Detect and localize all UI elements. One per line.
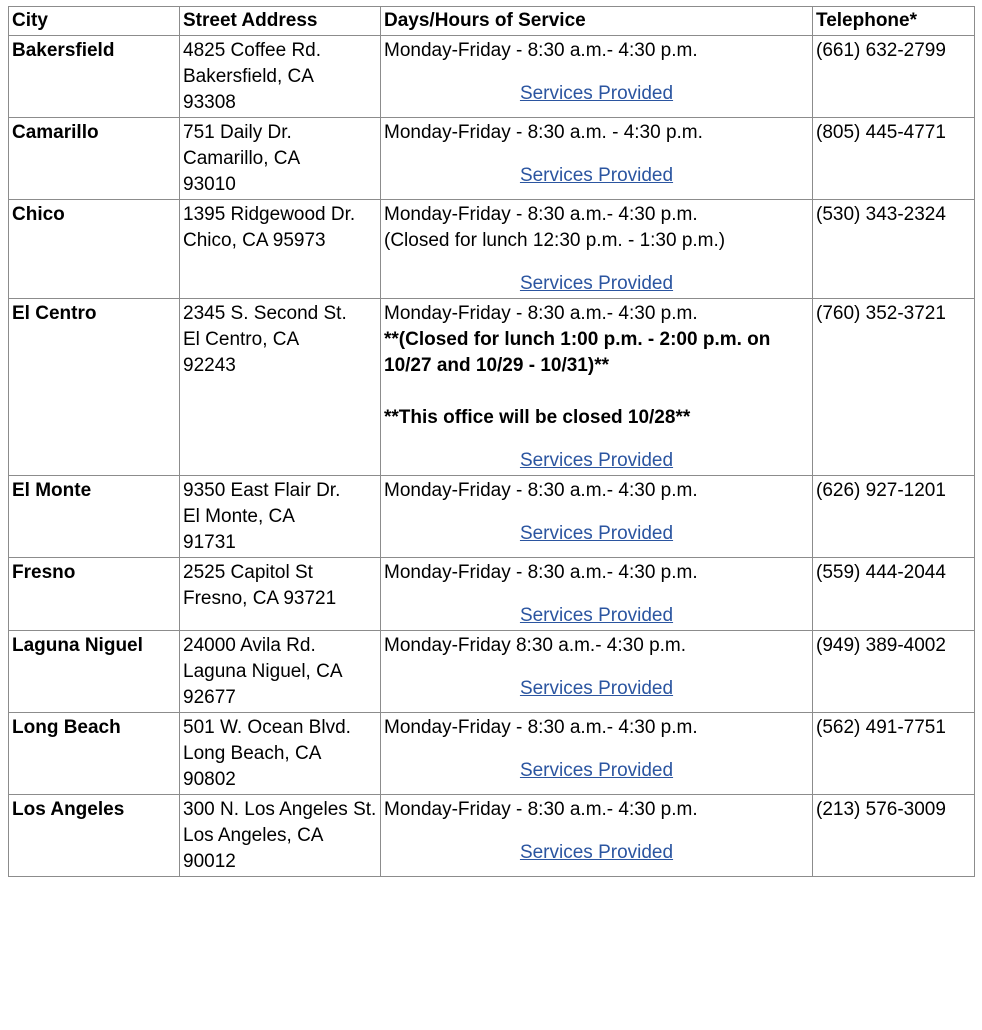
- office-telephone: (562) 491-7751: [813, 713, 975, 795]
- hours-text: Monday-Friday 8:30 a.m.- 4:30 p.m.: [384, 635, 687, 656]
- address-line: 93308: [183, 92, 236, 113]
- office-telephone: (949) 389-4002: [813, 631, 975, 713]
- table-row: [9, 299, 975, 476]
- office-city: Long Beach: [9, 713, 180, 795]
- hours-text: Monday-Friday - 8:30 a.m.- 4:30 p.m.: [384, 204, 698, 225]
- office-telephone: (760) 352-3721: [813, 299, 975, 476]
- address-line: El Centro, CA: [183, 329, 300, 350]
- office-address: [180, 558, 381, 631]
- address-line: 92677: [183, 687, 236, 708]
- office-address: [180, 476, 381, 558]
- address-line: 2525 Capitol St: [183, 562, 313, 583]
- hours-text: Monday-Friday - 8:30 a.m.- 4:30 p.m.: [384, 480, 698, 501]
- address-line: Chico, CA 95973: [183, 230, 326, 251]
- address-line: 91731: [183, 532, 236, 553]
- address-line: Los Angeles, CA: [183, 825, 324, 846]
- office-hours: [381, 631, 813, 713]
- office-table: [8, 6, 975, 877]
- office-city: El Monte: [9, 476, 180, 558]
- table-row: [9, 476, 975, 558]
- address-line: 4825 Coffee Rd.: [183, 40, 322, 61]
- services-provided-link[interactable]: Services Provided: [519, 678, 674, 699]
- note-spacer: [384, 379, 809, 405]
- hours-extra-text: (Closed for lunch 12:30 p.m. - 1:30 p.m.): [384, 230, 726, 251]
- services-provided-link[interactable]: Services Provided: [519, 605, 674, 626]
- services-provided-link[interactable]: Services Provided: [519, 83, 674, 104]
- address-line: 90012: [183, 851, 236, 872]
- address-line: 92243: [183, 355, 236, 376]
- address-line: 751 Daily Dr.: [183, 122, 292, 143]
- address-line: 9350 East Flair Dr.: [183, 480, 341, 501]
- services-provided-link[interactable]: Services Provided: [519, 842, 674, 863]
- address-line: 501 W. Ocean Blvd.: [183, 717, 351, 738]
- office-address: [180, 795, 381, 877]
- address-line: 93010: [183, 174, 236, 195]
- office-telephone: (530) 343-2324: [813, 200, 975, 299]
- hours-text: Monday-Friday - 8:30 a.m.- 4:30 p.m.: [384, 40, 698, 61]
- header-row: [9, 7, 975, 36]
- office-hours: [381, 558, 813, 631]
- address-line: 24000 Avila Rd.: [183, 635, 316, 656]
- services-provided-link[interactable]: Services Provided: [519, 523, 674, 544]
- office-address: [180, 118, 381, 200]
- office-hours: [381, 713, 813, 795]
- office-hours: [381, 200, 813, 299]
- table-row: [9, 795, 975, 877]
- office-hours: [381, 476, 813, 558]
- office-hours: [381, 118, 813, 200]
- office-telephone: (559) 444-2044: [813, 558, 975, 631]
- address-line: El Monte, CA: [183, 506, 295, 527]
- closure-note: **(Closed for lunch 1:00 p.m. - 2:00 p.m. on 10/27 and 10/29 - 10/31)**: [384, 329, 771, 376]
- address-line: Fresno, CA 93721: [183, 588, 337, 609]
- hours-text: Monday-Friday - 8:30 a.m.- 4:30 p.m.: [384, 562, 698, 583]
- services-provided-link[interactable]: Services Provided: [519, 760, 674, 781]
- table-row: [9, 631, 975, 713]
- office-city: Los Angeles: [9, 795, 180, 877]
- services-provided-link[interactable]: Services Provided: [519, 450, 674, 471]
- office-city: Camarillo: [9, 118, 180, 200]
- office-city: Chico: [9, 200, 180, 299]
- office-address: [180, 631, 381, 713]
- table-row: [9, 36, 975, 118]
- services-provided-link[interactable]: Services Provided: [519, 165, 674, 186]
- office-city: Laguna Niguel: [9, 631, 180, 713]
- table-row: [9, 200, 975, 299]
- header-address: Street Address: [180, 7, 381, 36]
- hours-text: Monday-Friday - 8:30 a.m.- 4:30 p.m.: [384, 303, 698, 324]
- address-line: Camarillo, CA: [183, 148, 301, 169]
- office-address: [180, 36, 381, 118]
- table-row: [9, 118, 975, 200]
- address-line: 300 N. Los Angeles St.: [183, 799, 377, 820]
- office-city: El Centro: [9, 299, 180, 476]
- office-rows: [9, 36, 975, 877]
- office-telephone: (661) 632-2799: [813, 36, 975, 118]
- address-line: Laguna Niguel, CA: [183, 661, 343, 682]
- table-row: [9, 713, 975, 795]
- header-city: City: [9, 7, 180, 36]
- office-address: [180, 200, 381, 299]
- address-line: 1395 Ridgewood Dr.: [183, 204, 356, 225]
- office-address: [180, 299, 381, 476]
- address-line: 90802: [183, 769, 236, 790]
- closure-note: **This office will be closed 10/28**: [384, 407, 691, 428]
- office-address: [180, 713, 381, 795]
- address-line: Long Beach, CA: [183, 743, 322, 764]
- services-provided-link[interactable]: Services Provided: [519, 273, 674, 294]
- office-telephone: (213) 576-3009: [813, 795, 975, 877]
- office-city: Fresno: [9, 558, 180, 631]
- office-city: Bakersfield: [9, 36, 180, 118]
- hours-text: Monday-Friday - 8:30 a.m. - 4:30 p.m.: [384, 122, 703, 143]
- header-hours: Days/Hours of Service: [381, 7, 813, 36]
- hours-text: Monday-Friday - 8:30 a.m.- 4:30 p.m.: [384, 799, 698, 820]
- table-row: [9, 558, 975, 631]
- office-hours: [381, 36, 813, 118]
- address-line: 2345 S. Second St.: [183, 303, 347, 324]
- office-telephone: (805) 445-4771: [813, 118, 975, 200]
- office-hours: [381, 299, 813, 476]
- header-telephone: Telephone*: [813, 7, 975, 36]
- hours-text: Monday-Friday - 8:30 a.m.- 4:30 p.m.: [384, 717, 698, 738]
- office-telephone: (626) 927-1201: [813, 476, 975, 558]
- address-line: Bakersfield, CA: [183, 66, 314, 87]
- office-hours: [381, 795, 813, 877]
